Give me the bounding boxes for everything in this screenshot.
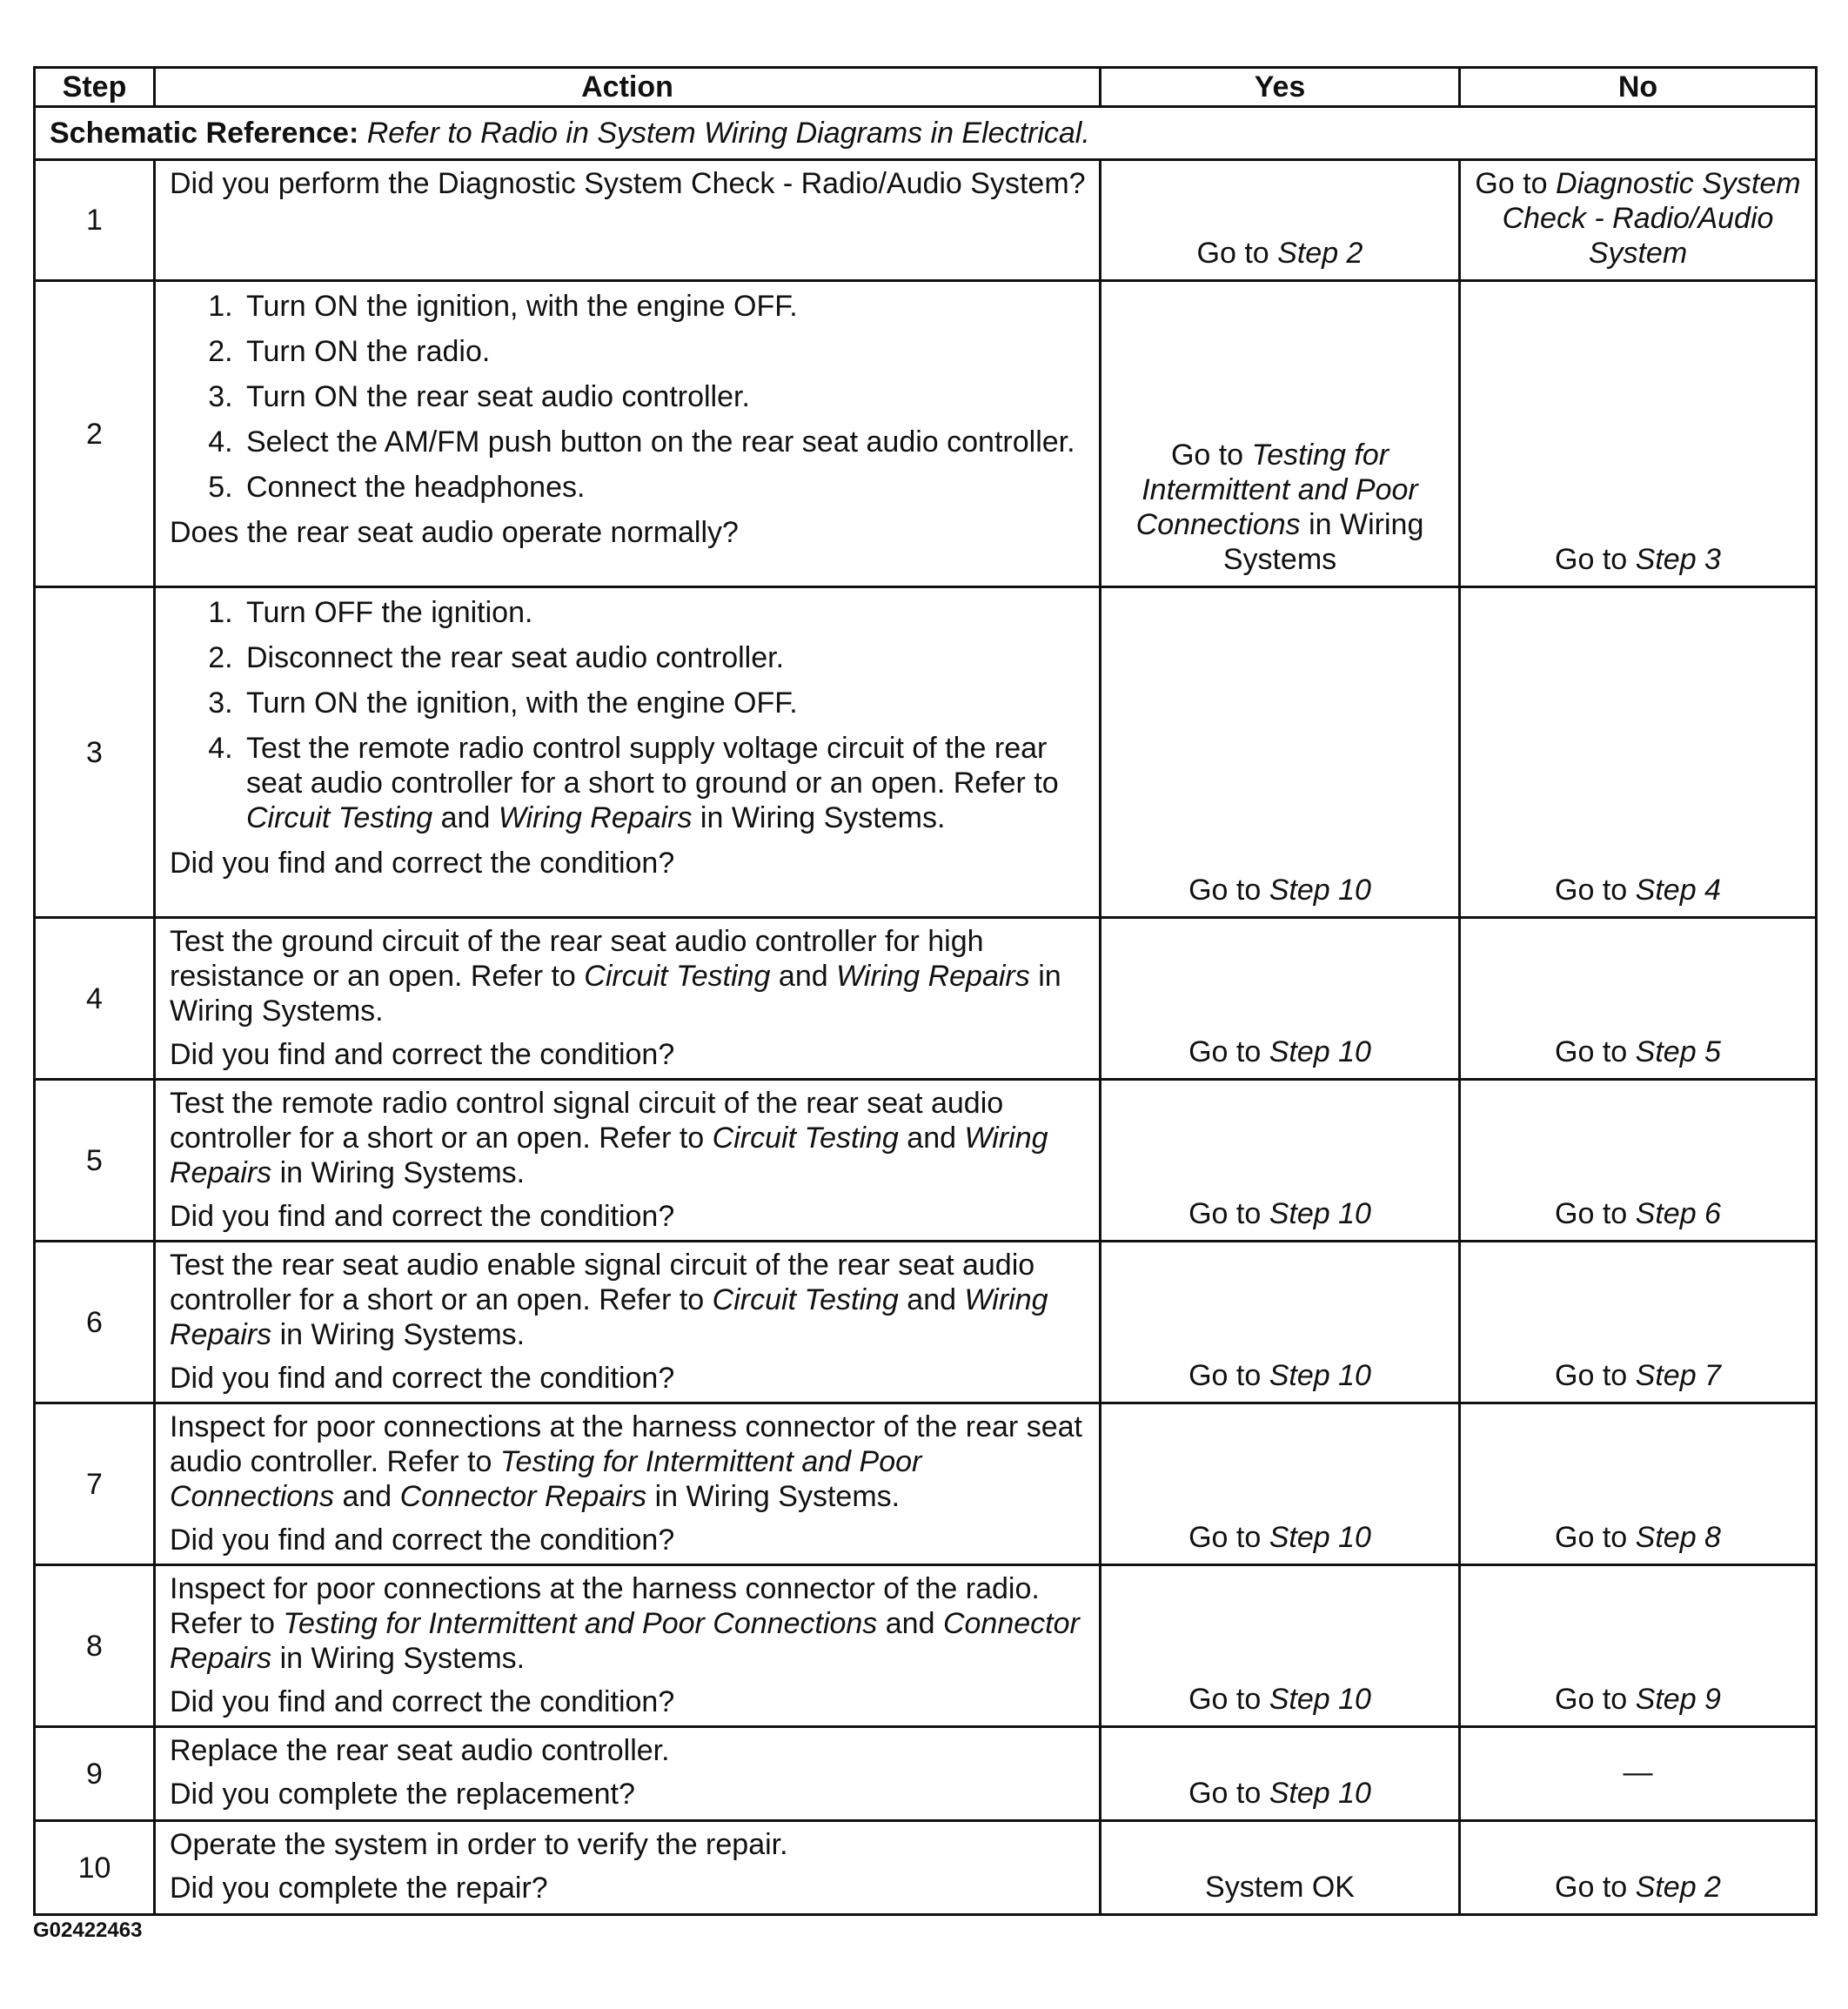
paragraph-text: and xyxy=(907,1122,957,1155)
step-number: 3 xyxy=(35,587,155,918)
action-paragraph xyxy=(170,1571,1087,1676)
action-cell xyxy=(155,1242,1101,1403)
diagnostic-table-sheet xyxy=(33,66,1815,1916)
table-row xyxy=(35,1727,1817,1821)
no-prefix: Go to xyxy=(1475,167,1548,200)
no-link[interactable]: Step 3 xyxy=(1635,543,1721,576)
yes-link[interactable]: Step 10 xyxy=(1269,1035,1371,1068)
reference-link[interactable]: Circuit Testing xyxy=(584,960,771,993)
no-prefix: Go to xyxy=(1555,1871,1628,1904)
yes-cell xyxy=(1101,1242,1460,1403)
step-number: 2 xyxy=(35,281,155,587)
action-paragraph: Replace the rear seat audio controller. xyxy=(170,1734,670,1767)
action-question: Did you find and correct the condition? xyxy=(170,1523,675,1557)
no-prefix: Go to xyxy=(1555,1683,1628,1716)
table-header-row xyxy=(35,68,1817,107)
reference-link[interactable]: Connector Repairs xyxy=(170,1607,1080,1675)
list-item xyxy=(241,731,1087,835)
action-steps-list xyxy=(170,289,1087,505)
header-step: Step xyxy=(35,68,155,107)
paragraph-text: in Wiring Systems. xyxy=(654,1480,901,1513)
reference-link[interactable]: Connector Repairs xyxy=(399,1480,647,1513)
yes-cell xyxy=(1101,1565,1460,1727)
action-paragraph xyxy=(170,1410,1087,1514)
paragraph-text: Test the remote radio control signal circuit of the rear seat audio controller for a short or an open. Refer to xyxy=(170,1087,1004,1155)
yes-prefix: Go to xyxy=(1188,1777,1262,1810)
reference-link[interactable]: Wiring Repairs xyxy=(170,1283,1048,1351)
no-cell xyxy=(1460,1403,1817,1565)
paragraph-text: in Wiring Systems. xyxy=(279,1318,526,1351)
reference-link[interactable]: Wiring Repairs xyxy=(836,960,1030,993)
no-prefix: Go to xyxy=(1555,543,1628,576)
action-paragraph xyxy=(170,1086,1087,1190)
item-text: in Wiring Systems. xyxy=(700,801,946,834)
action-cell xyxy=(155,1080,1101,1242)
action-question: Did you complete the replacement? xyxy=(170,1778,635,1811)
no-link[interactable]: Step 4 xyxy=(1635,874,1721,907)
paragraph-text: in Wiring Systems. xyxy=(279,1156,526,1189)
paragraph-text: in Wiring Systems. xyxy=(279,1642,526,1675)
yes-cell xyxy=(1101,1403,1460,1565)
yes-prefix: Go to xyxy=(1188,1521,1262,1554)
action-cell xyxy=(155,918,1101,1080)
schematic-reference-cell xyxy=(35,107,1817,160)
reference-link[interactable]: Testing for Intermittent and Poor Connections xyxy=(170,1445,922,1513)
no-link[interactable]: Diagnostic System Check - Radio/Audio System xyxy=(1502,167,1801,270)
step-number: 4 xyxy=(35,918,155,1080)
table-row xyxy=(35,1080,1817,1242)
yes-prefix: Go to xyxy=(1196,237,1269,270)
header-action: Action xyxy=(155,68,1101,107)
yes-cell: System OK xyxy=(1101,1821,1460,1915)
no-link[interactable]: Step 9 xyxy=(1635,1683,1721,1716)
table-row xyxy=(35,587,1817,918)
no-link[interactable]: Step 5 xyxy=(1635,1035,1721,1068)
action-question: Did you find and correct the condition? xyxy=(170,1038,675,1071)
yes-link[interactable]: Step 10 xyxy=(1269,1359,1371,1392)
item-text: and xyxy=(440,801,491,834)
yes-suffix: in Wiring Systems xyxy=(1222,508,1424,576)
no-prefix: Go to xyxy=(1555,874,1628,907)
list-item: 3. Turn ON the rear seat audio controller. xyxy=(241,379,1087,414)
step-number: 10 xyxy=(35,1821,155,1915)
no-cell xyxy=(1460,1080,1817,1242)
paragraph-text: Test the ground circuit of the rear seat audio controller for high resistance or an open. Refer to xyxy=(170,925,984,993)
yes-prefix: Go to xyxy=(1170,439,1244,472)
action-paragraph xyxy=(170,924,1087,1028)
list-item: 1. Turn OFF the ignition. xyxy=(241,595,1087,630)
step-number: 9 xyxy=(35,1727,155,1821)
list-item: 1. Turn ON the ignition, with the engine OFF. xyxy=(241,289,1087,324)
action-question: Did you find and correct the condition? xyxy=(170,1362,675,1395)
no-prefix: Go to xyxy=(1555,1197,1628,1230)
no-prefix: Go to xyxy=(1555,1521,1628,1554)
table-row xyxy=(35,1565,1817,1727)
reference-link[interactable]: Circuit Testing xyxy=(712,1122,899,1155)
yes-cell xyxy=(1101,918,1460,1080)
no-prefix: Go to xyxy=(1555,1359,1628,1392)
no-cell xyxy=(1460,918,1817,1080)
action-steps-list xyxy=(170,595,1087,835)
action-paragraph: Operate the system in order to verify the repair. xyxy=(170,1828,788,1861)
no-cell xyxy=(1460,281,1817,587)
yes-prefix: Go to xyxy=(1188,1359,1262,1392)
list-item: 3. Turn ON the ignition, with the engine OFF. xyxy=(241,686,1087,720)
yes-link[interactable]: Step 10 xyxy=(1269,874,1371,907)
action-cell xyxy=(155,1403,1101,1565)
action-paragraph xyxy=(170,1248,1087,1352)
step-number: 7 xyxy=(35,1403,155,1565)
action-cell xyxy=(155,587,1101,918)
step-number: 5 xyxy=(35,1080,155,1242)
action-cell xyxy=(155,1565,1101,1727)
reference-link[interactable]: Wiring Repairs xyxy=(170,1122,1048,1189)
no-link[interactable]: Step 6 xyxy=(1635,1197,1721,1230)
step-number: 1 xyxy=(35,160,155,281)
no-link[interactable]: Step 2 xyxy=(1635,1871,1721,1904)
action-cell xyxy=(155,1727,1101,1821)
paragraph-text: Inspect for poor connections at the harness connector of the rear seat audio controller. Refer to xyxy=(170,1410,1082,1478)
yes-link[interactable]: Step 10 xyxy=(1269,1777,1371,1810)
no-link[interactable]: Step 8 xyxy=(1635,1521,1721,1554)
action-question: Does the rear seat audio operate normally? xyxy=(170,516,739,549)
no-cell xyxy=(1460,587,1817,918)
yes-link[interactable]: Step 10 xyxy=(1269,1197,1371,1230)
list-item: 5. Connect the headphones. xyxy=(241,470,1087,505)
table-row xyxy=(35,1242,1817,1403)
yes-cell xyxy=(1101,160,1460,281)
table-row xyxy=(35,281,1817,587)
yes-prefix: Go to xyxy=(1188,1035,1262,1068)
yes-prefix: Go to xyxy=(1188,1683,1262,1716)
action-question: Did you find and correct the condition? xyxy=(170,1200,675,1233)
no-cell: — xyxy=(1460,1727,1817,1821)
action-cell xyxy=(155,160,1101,281)
table-row xyxy=(35,918,1817,1080)
action-question: Did you find and correct the condition? xyxy=(170,1685,675,1718)
schematic-reference-row xyxy=(35,107,1817,160)
diagnostic-table xyxy=(33,66,1818,1916)
paragraph-text: Inspect for poor connections at the harness connector of the radio. Refer to xyxy=(170,1572,1040,1640)
action-cell xyxy=(155,1821,1101,1915)
yes-link[interactable]: Step 10 xyxy=(1269,1521,1371,1554)
circuit-testing-link[interactable]: Circuit Testing xyxy=(246,801,433,834)
no-cell xyxy=(1460,1242,1817,1403)
yes-link[interactable]: Step 2 xyxy=(1277,237,1363,270)
no-cell xyxy=(1460,1565,1817,1727)
yes-cell xyxy=(1101,587,1460,918)
reference-link[interactable]: Testing for Intermittent and Poor Connections xyxy=(283,1607,878,1640)
no-cell xyxy=(1460,160,1817,281)
action-question: Did you find and correct the condition? xyxy=(170,847,675,880)
paragraph-text: Test the rear seat audio enable signal circuit of the rear seat audio controller for a short or an open. Refer to xyxy=(170,1249,1035,1316)
reference-link[interactable]: Circuit Testing xyxy=(712,1283,899,1316)
table-row xyxy=(35,1821,1817,1915)
yes-prefix: Go to xyxy=(1188,874,1262,907)
list-item: 2. Disconnect the rear seat audio controller. xyxy=(241,640,1087,675)
schematic-reference-link[interactable]: Refer to Radio in System Wiring Diagrams in Electrical. xyxy=(366,117,1090,150)
no-link[interactable]: Step 7 xyxy=(1635,1359,1721,1392)
table-row xyxy=(35,160,1817,281)
yes-prefix: Go to xyxy=(1188,1197,1262,1230)
schematic-label: Schematic Reference: xyxy=(50,117,359,150)
yes-cell xyxy=(1101,1727,1460,1821)
yes-link[interactable]: Testing for Intermittent and Poor Connections xyxy=(1135,439,1418,541)
header-yes: Yes xyxy=(1101,68,1460,107)
action-text: Did you perform the Diagnostic System Check - Radio/Audio System? xyxy=(170,167,1086,200)
table-row xyxy=(35,1403,1817,1565)
no-cell xyxy=(1460,1821,1817,1915)
action-question: Did you complete the repair? xyxy=(170,1872,548,1905)
list-item: 4. Select the AM/FM push button on the rear seat audio controller. xyxy=(241,425,1087,459)
wiring-repairs-link[interactable]: Wiring Repairs xyxy=(498,801,693,834)
paragraph-text: and xyxy=(778,960,828,993)
figure-id: G02422463 xyxy=(33,1919,143,1942)
yes-cell xyxy=(1101,281,1460,587)
item-text: Test the remote radio control supply voltage circuit of the rear seat audio controller for a short to ground or an open. Refer to xyxy=(246,732,1059,800)
paragraph-text: in Wiring Systems. xyxy=(170,960,1061,1028)
yes-cell xyxy=(1101,1080,1460,1242)
step-number: 6 xyxy=(35,1242,155,1403)
no-prefix: Go to xyxy=(1555,1035,1628,1068)
yes-link[interactable]: Step 10 xyxy=(1269,1683,1371,1716)
paragraph-text: and xyxy=(907,1283,957,1316)
paragraph-text: and xyxy=(342,1480,392,1513)
action-cell xyxy=(155,281,1101,587)
step-number: 8 xyxy=(35,1565,155,1727)
paragraph-text: and xyxy=(885,1607,935,1640)
header-no: No xyxy=(1460,68,1817,107)
list-item: 2. Turn ON the radio. xyxy=(241,334,1087,369)
